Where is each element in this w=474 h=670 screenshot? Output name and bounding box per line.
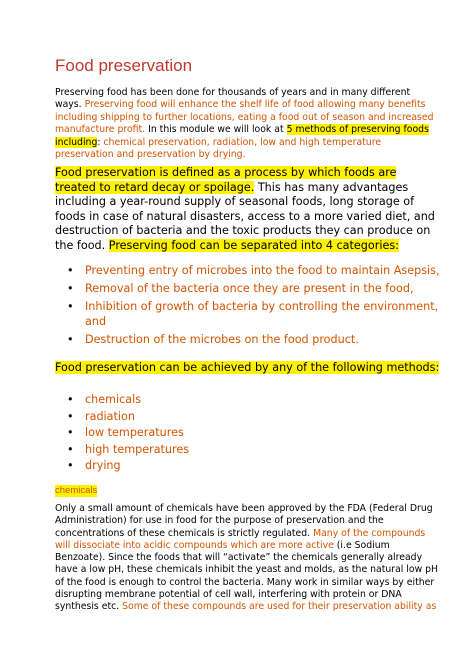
chemicals-text-3: (i.e Sodium Benzoate). Since the foods that will “activate” the chemicals generally already have a low pH, these chemicals inhibit the yeast and molds, as the natural low pH of the food is enough to control the bacteria. Many work in similar ways by either disrupting membrane potential of cell wall, interfering with protein or DNA synthesis etc. — [55, 539, 439, 613]
list-item: • Preventing entry of microbes into the food to maintain Asepsis, — [55, 264, 440, 279]
list-item: • low temperatures — [55, 426, 440, 441]
list-item: • Removal of the bacteria once they are present in the food, — [55, 282, 440, 297]
definition-paragraph — [55, 166, 440, 254]
chemicals-heading: chemicals — [55, 485, 98, 496]
chemicals-paragraph — [55, 503, 440, 614]
methods-intro — [55, 361, 440, 376]
intro-text-1: Preserving food has been done for thousands of years and in many different ways. — [55, 87, 411, 111]
chemicals-text-2: Many of the compounds will dissociate into acidic compounds which are more active — [55, 527, 426, 551]
list-item: • radiation — [55, 410, 440, 425]
intro-text-5: : — [97, 136, 104, 148]
chemicals-text-4: Some of these compounds are used for their preservation ability as — [122, 601, 437, 613]
list-item: • Destruction of the microbes on the food product. — [55, 333, 440, 348]
list-item: • Inhibition of growth of bacteria by controlling the environment, and — [55, 300, 440, 329]
intro-highlight: 5 methods of preserving foods including — [55, 124, 429, 148]
categories-list — [55, 264, 440, 351]
methods-intro-highlight: Food preservation can be achieved by any of the following methods: — [55, 361, 440, 374]
page-title: Food preservation — [55, 56, 193, 75]
list-item: • high temperatures — [55, 443, 440, 458]
definition-highlight: Food preservation is defined as a process by which foods are treated to retard decay or spoilage. — [55, 166, 397, 194]
methods-list — [55, 393, 440, 476]
categories-intro-highlight: Preserving food can be separated into 4 categories: — [108, 238, 399, 252]
chemicals-text-1: Only a small amount of chemicals have been approved by the FDA (Federal Drug Administration) for use in food for the purpose of preservation and the concentrations of these chemicals is strictly regulated. — [55, 503, 433, 539]
intro-text-3: In this module we will look at — [145, 124, 287, 136]
list-item: • chemicals — [55, 393, 440, 408]
list-item: • drying — [55, 459, 440, 474]
intro-text-2: Preserving food will enhance the shelf life of food allowing many benefits including shipping to further locations, eating a food out of season and increased manufacture profit. — [55, 99, 434, 136]
definition-text: This has many advantages including a year-round supply of seasonal foods, long storage of foods in case of natural disasters, access to a more varied diet, and destruction of bacteria and the toxic products they can produce on the food. — [55, 180, 435, 252]
intro-methods-list: chemical preservation, radiation, low and high temperature preservation and preservation by drying. — [55, 136, 382, 161]
intro-paragraph — [55, 87, 435, 161]
